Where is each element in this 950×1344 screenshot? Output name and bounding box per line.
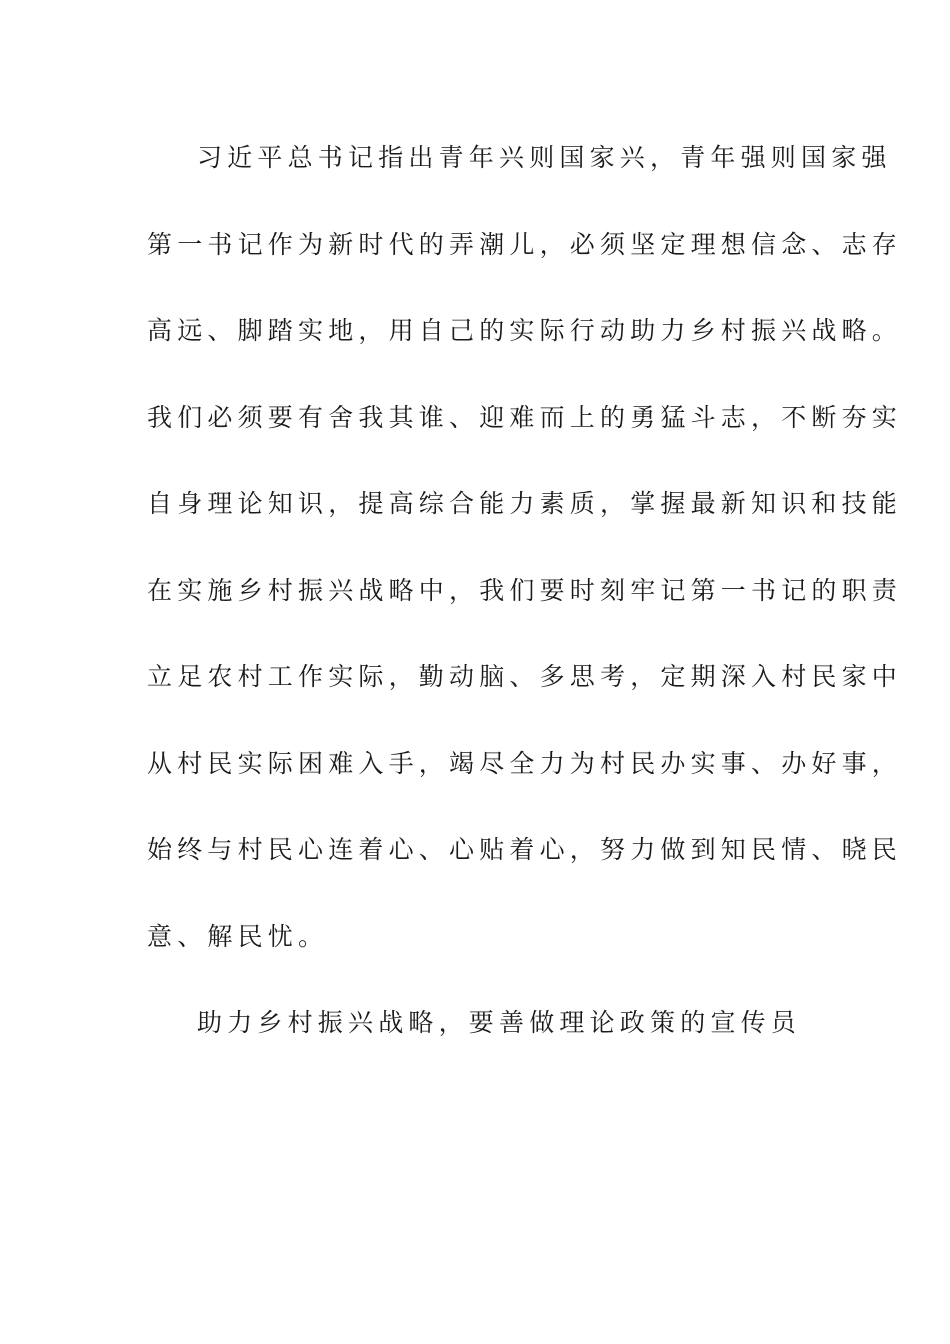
paragraph-line: 从村民实际困难入手，竭尽全力为村民办实事、办好事，	[147, 749, 903, 778]
section-heading: 助力乡村振兴战略，要善做理论政策的宣传员	[197, 1008, 802, 1037]
paragraph-line: 意、解民忧。	[147, 922, 329, 951]
paragraph-line: 习近平总书记指出青年兴则国家兴，青年强则国家强	[197, 143, 892, 172]
paragraph-line: 我们必须要有舍我其谁、迎难而上的勇猛斗志，不断夯实	[147, 403, 903, 432]
paragraph-line: 始终与村民心连着心、心贴着心，努力做到知民情、晓民	[147, 835, 903, 864]
paragraph-line: 在实施乡村振兴战略中，我们要时刻牢记第一书记的职责	[147, 576, 903, 605]
paragraph-line: 第一书记作为新时代的弄潮儿，必须坚定理想信念、志存	[147, 230, 903, 259]
paragraph-line: 自身理论知识，提高综合能力素质，掌握最新知识和技能	[147, 489, 903, 518]
paragraph-line: 立足农村工作实际，勤动脑、多思考，定期深入村民家中	[147, 662, 903, 691]
paragraph-line: 高远、脚踏实地，用自己的实际行动助力乡村振兴战略。	[147, 316, 903, 345]
